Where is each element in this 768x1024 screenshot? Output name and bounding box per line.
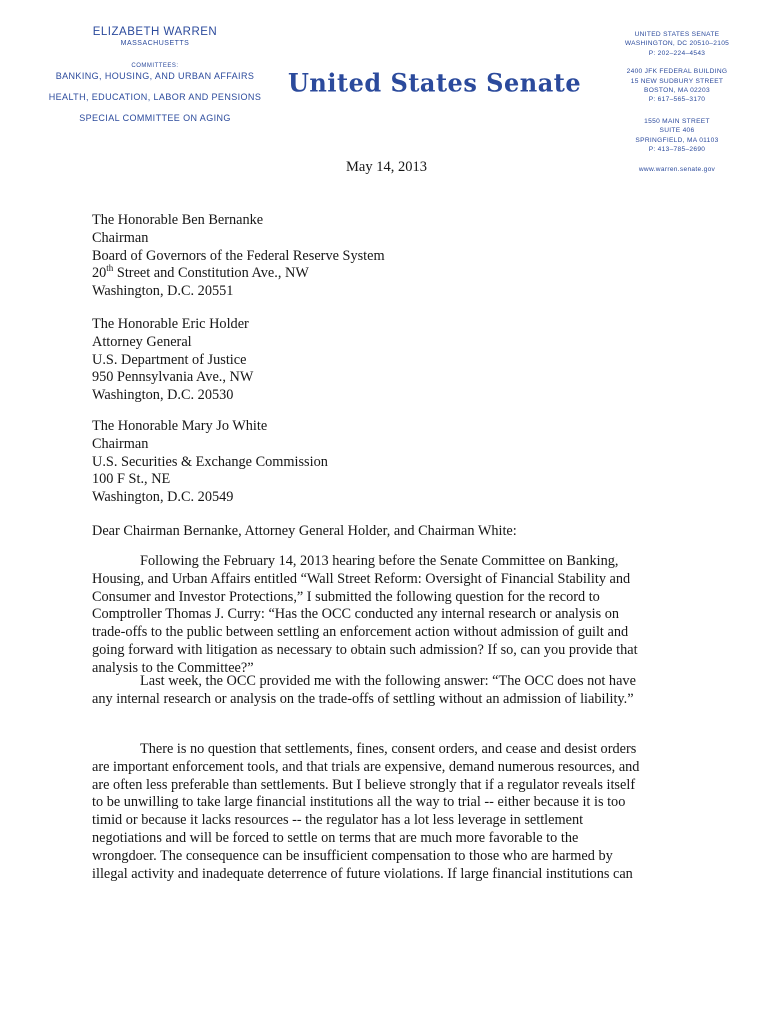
paragraph-line: Consumer and Investor Protections,” I submitted the following question for the record to (92, 588, 600, 605)
dc-office-phone: P: 202–224–4543 (648, 49, 706, 57)
addressee-city: Washington, D.C. 20551 (92, 283, 234, 300)
addressee-block (92, 418, 328, 507)
addressee-street: 20th Street and Constitution Ave., NW (92, 263, 309, 282)
paragraph-line: are often less preferable than settlements. But I believe strongly that if a regulator reveals itself (92, 776, 636, 793)
website-link[interactable]: www.warren.senate.gov (638, 166, 716, 174)
addressee-org: U.S. Department of Justice (92, 351, 247, 368)
senator-info (0, 26, 300, 124)
addressee-street: 100 F St., NE (92, 471, 171, 488)
paragraph-line: Following the February 14, 2013 hearing before the Senate Committee on Banking, (140, 553, 619, 569)
addressee-street: 950 Pennsylvania Ave., NW (92, 369, 254, 386)
addressee-title: Attorney General (92, 333, 192, 350)
body-paragraph (92, 553, 682, 678)
paragraph-line: to be unwilling to take large financial institutions all the way to trial -- either because it is too (92, 794, 626, 811)
addressee-title: Chairman (92, 435, 149, 452)
paragraph-line: wrongdoer. The consequence can be insufficient compensation to those who are harmed by (92, 847, 613, 864)
body-paragraph (92, 673, 682, 709)
addressee-org: U.S. Securities & Exchange Commission (92, 453, 328, 470)
paragraph-line: negotiations and will be forced to settle on terms that are much more favorable to the (92, 829, 579, 846)
committees-label: COMMITTEES: (131, 63, 179, 69)
boston-office-line: BOSTON, MA 02203 (644, 87, 710, 95)
springfield-office-line: 1550 MAIN STREET (644, 117, 710, 125)
springfield-office-line: SUITE 406 (659, 127, 695, 135)
committee-help: HEALTH, EDUCATION, LABOR AND PENSIONS (48, 92, 262, 102)
senator-state: MASSACHUSETTS (120, 40, 190, 47)
paragraph-line: trade-offs to the public between settling an enforcement action without admission of guilt and (92, 624, 629, 641)
senator-name: ELIZABETH WARREN (92, 26, 218, 38)
addressee-name: The Honorable Eric Holder (92, 316, 249, 332)
paragraph-line: are important enforcement tools, and that trials are expensive, demand numerous resources, and (92, 758, 640, 775)
letter-date: May 14, 2013 (346, 159, 427, 175)
paragraph-line: analysis to the Committee?” (92, 659, 254, 676)
addressee-name: The Honorable Mary Jo White (92, 418, 268, 434)
paragraph-line: Housing, and Urban Affairs entitled “Wall Street Reform: Oversight of Financial Stability and (92, 570, 631, 587)
paragraph-line: timid or because it lacks resources -- the regulator has a lot less leverage in settlement (92, 812, 584, 829)
addressee-city: Washington, D.C. 20530 (92, 387, 234, 404)
addressee-org: Board of Governors of the Federal Reserve System (92, 247, 385, 264)
paragraph-line: any internal research or analysis on the trade-offs of settling without an admission of liability.” (92, 690, 634, 707)
boston-office-line: 2400 JFK FEDERAL BUILDING (626, 68, 728, 76)
boston-office-line: 15 NEW SUDBURY STREET (630, 77, 724, 85)
paragraph-line: Comptroller Thomas J. Curry: “Has the OCC conducted any internal research or analysis on (92, 606, 620, 623)
letterhead-title: United States Senate (288, 67, 582, 98)
paragraph-line: There is no question that settlements, fines, consent orders, and cease and desist orders (140, 741, 637, 757)
dc-office-line: WASHINGTON, DC 20510–2105 (624, 40, 730, 48)
addressee-block (92, 316, 253, 405)
springfield-office-line: SPRINGFIELD, MA 01103 (635, 136, 719, 144)
body-paragraph (92, 741, 682, 883)
addressee-name: The Honorable Ben Bernanke (92, 212, 264, 228)
salutation: Dear Chairman Bernanke, Attorney General Holder, and Chairman White: (92, 523, 517, 539)
paragraph-line: going forward with litigation as necessary to obtain such admission? If so, can you provide that (92, 641, 638, 658)
committee-banking: BANKING, HOUSING, AND URBAN AFFAIRS (55, 71, 255, 81)
boston-office-phone: P: 617–565–3170 (648, 96, 706, 104)
addressee-block (92, 212, 385, 301)
dc-office-line: UNITED STATES SENATE (634, 31, 720, 38)
springfield-office-phone: P: 413–785–2690 (648, 146, 706, 154)
paragraph-line: Last week, the OCC provided me with the following answer: “The OCC does not have (140, 673, 636, 689)
addressee-city: Washington, D.C. 20549 (92, 489, 234, 506)
paragraph-line: illegal activity and inadequate deterrence of future violations. If large financial institutions can (92, 865, 633, 882)
committee-aging: SPECIAL COMMITTEE ON AGING (79, 113, 231, 123)
addressee-title: Chairman (92, 229, 149, 246)
office-addresses (602, 30, 752, 175)
